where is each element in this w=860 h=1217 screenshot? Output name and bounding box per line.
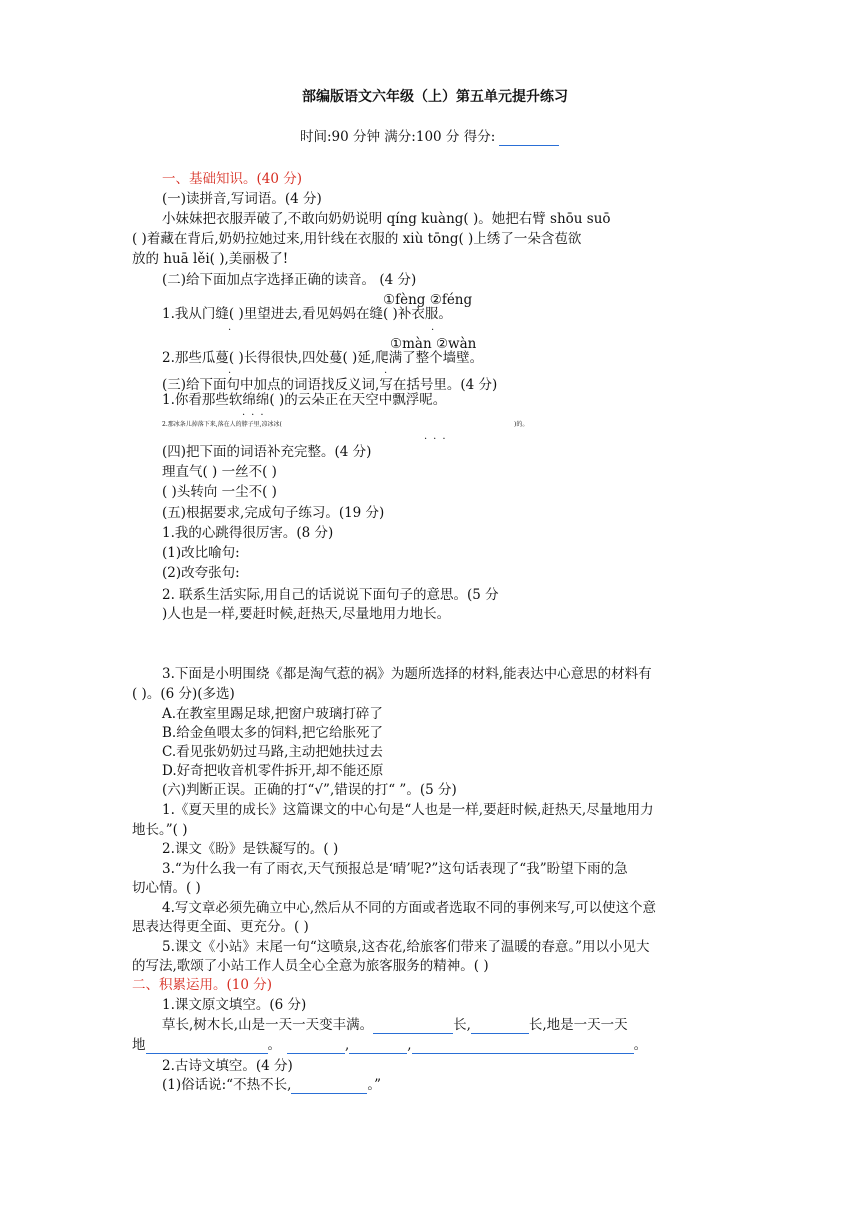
fill-text: (1)俗话说:“不热不长, — [162, 1077, 292, 1093]
q6-title: (六)判断正误。正确的打“√”,错误的打“ ”。(5 分) — [162, 782, 457, 798]
q6-judge-5a: 5.课文《小站》末尾一句“这喷泉,这杏花,给旅客们带来了温暖的春意。”用以小见大 — [162, 939, 650, 955]
section-1-heading: 一、基础知识。(40 分) — [162, 171, 303, 187]
q5-item-1a: (1)改比喻句: — [162, 545, 240, 561]
q1-line-1: 小妹妹把衣服弄破了,不敢向奶奶说明 qíng kuàng( )。她把右臂 shōu suō — [162, 211, 611, 227]
option-a: A.在教室里踢足球,把窗户玻璃打碎了 — [162, 706, 383, 722]
q5-title: (五)根据要求,完成句子练习。(19 分) — [162, 505, 385, 521]
q6-judge-1a: 1.《夏天里的成长》这篇课文的中心句是“人也是一样,要赶时候,赶热天,尽量地用力 — [162, 802, 654, 818]
emphasis-dot: . — [228, 365, 232, 376]
option-d: D.好奇把收音机零件拆开,却不能还原 — [162, 763, 384, 779]
q4-row-1: 理直气( ) 一丝不( ) — [162, 464, 277, 480]
q2-sentence-2: 2.那些瓜蔓( )长得很快,四处蔓( )延,爬满了整个墙壁。 — [162, 350, 484, 366]
s2-q1-line-2 — [132, 1036, 647, 1054]
answer-blank[interactable] — [412, 1039, 634, 1054]
q5-item-1: 1.我的心跳得很厉害。(8 分) — [162, 525, 334, 541]
q3-sentence-1: 1.你看那些软绵绵( )的云朵正在天空中飘浮呢。 — [162, 392, 447, 408]
answer-blank[interactable] — [349, 1039, 407, 1054]
answer-blank[interactable] — [471, 1019, 529, 1034]
answer-blank[interactable] — [373, 1019, 453, 1034]
q1-line-2: ( )着藏在背后,奶奶拉她过来,用针线在衣服的 xiù tōng( )上绣了一朵含苞欲 — [132, 231, 582, 247]
emphasis-dot: . — [384, 365, 388, 376]
meta-text: 时间:90 分钟 满分:100 分 得分: — [300, 129, 496, 145]
fill-text: 。 — [267, 1037, 281, 1053]
q6-judge-5b: 的写法,歌颂了小站工作人员全心全意为旅客服务的精神。( ) — [132, 958, 489, 974]
answer-blank[interactable] — [291, 1079, 367, 1094]
q5-item-2b: )人也是一样,要赶时候,赶热天,尽量地用力地长。 — [162, 606, 451, 622]
q5-item-1b: (2)改夸张句: — [162, 565, 240, 581]
s2-q2-line-1 — [162, 1076, 381, 1094]
q3-sentence-2-start: 2.那冰条儿掉落下来,落在人的脖子里,凉冰冰( — [162, 421, 282, 428]
q6-judge-4a: 4.写文章必须先确立中心,然后从不同的方面或者选取不同的事例来写,可以使这个意 — [162, 900, 656, 916]
answer-blank[interactable] — [287, 1039, 345, 1054]
doc-meta — [300, 128, 559, 146]
q2-pinyin-1: ①fèng ②féng — [383, 292, 473, 308]
fill-text: 长,地是一天一天 — [528, 1017, 628, 1033]
fill-text: 地 — [132, 1037, 146, 1053]
score-blank[interactable] — [499, 131, 559, 146]
section-2-heading: 二、积累运用。(10 分) — [132, 977, 273, 993]
q2-pinyin-2: ①màn ②wàn — [390, 336, 477, 352]
emphasis-dots: ... — [242, 407, 270, 418]
q5-item-3a: 3.下面是小明围绕《都是淘气惹的祸》为题所选择的材料,能表达中心意思的材料有 — [162, 666, 652, 682]
q1-title: (一)读拼音,写词语。(4 分) — [162, 191, 322, 207]
fill-text: , — [407, 1037, 412, 1053]
s2-q2-title: 2.古诗文填空。(4 分) — [162, 1058, 293, 1074]
q6-judge-2: 2.课文《盼》是铁凝写的。( ) — [162, 841, 339, 857]
fill-text: 长, — [453, 1017, 471, 1033]
q5-item-2a: 2. 联系生活实际,用自己的话说说下面句子的意思。(5 分 — [162, 587, 499, 603]
q6-judge-3b: 切心情。( ) — [132, 880, 201, 896]
s2-q1-line-1 — [162, 1016, 628, 1034]
q3-sentence-2-end: )的。 — [514, 421, 529, 428]
q5-item-3b: ( )。(6 分)(多选) — [132, 686, 235, 702]
option-b: B.给金鱼喂太多的饲料,把它给胀死了 — [162, 725, 384, 741]
q6-judge-3a: 3.“为什么我一有了雨衣,天气预报总是‘晴’呢?”这句话表现了“我”盼望下雨的急 — [162, 861, 628, 877]
q1-line-3: 放的 huā lěi( ),美丽极了! — [132, 251, 289, 267]
fill-text: 。” — [367, 1077, 382, 1093]
q4-title: (四)把下面的词语补充完整。(4 分) — [162, 444, 372, 460]
fill-text: , — [345, 1037, 350, 1053]
q2-sentence-1: 1.我从门缝( )里望进去,看见妈妈在缝( )补衣服。 — [162, 306, 452, 322]
q3-title: (三)给下面句中加点的词语找反义词,写在括号里。(4 分) — [162, 377, 498, 393]
emphasis-dot: . — [431, 322, 435, 333]
fill-text: 草长,树木长,山是一天一天变丰满。 — [162, 1017, 374, 1033]
fill-text: 。 — [633, 1037, 648, 1053]
emphasis-dots: ... — [424, 431, 452, 442]
option-c: C.看见张奶奶过马路,主动把她扶过去 — [162, 744, 383, 760]
q6-judge-1b: 地长。”( ) — [132, 822, 188, 838]
s2-q1-title: 1.课文原文填空。(6 分) — [162, 997, 307, 1013]
q2-title: (二)给下面加点字选择正确的读音。 (4 分) — [162, 272, 417, 288]
emphasis-dot: . — [228, 322, 232, 333]
q6-judge-4b: 思表达得更全面、更充分。( ) — [132, 919, 309, 935]
answer-blank[interactable] — [146, 1039, 268, 1054]
q4-row-2: ( )头转向 一尘不( ) — [162, 484, 277, 500]
doc-title: 部编版语文六年级（上）第五单元提升练习 — [302, 89, 568, 105]
